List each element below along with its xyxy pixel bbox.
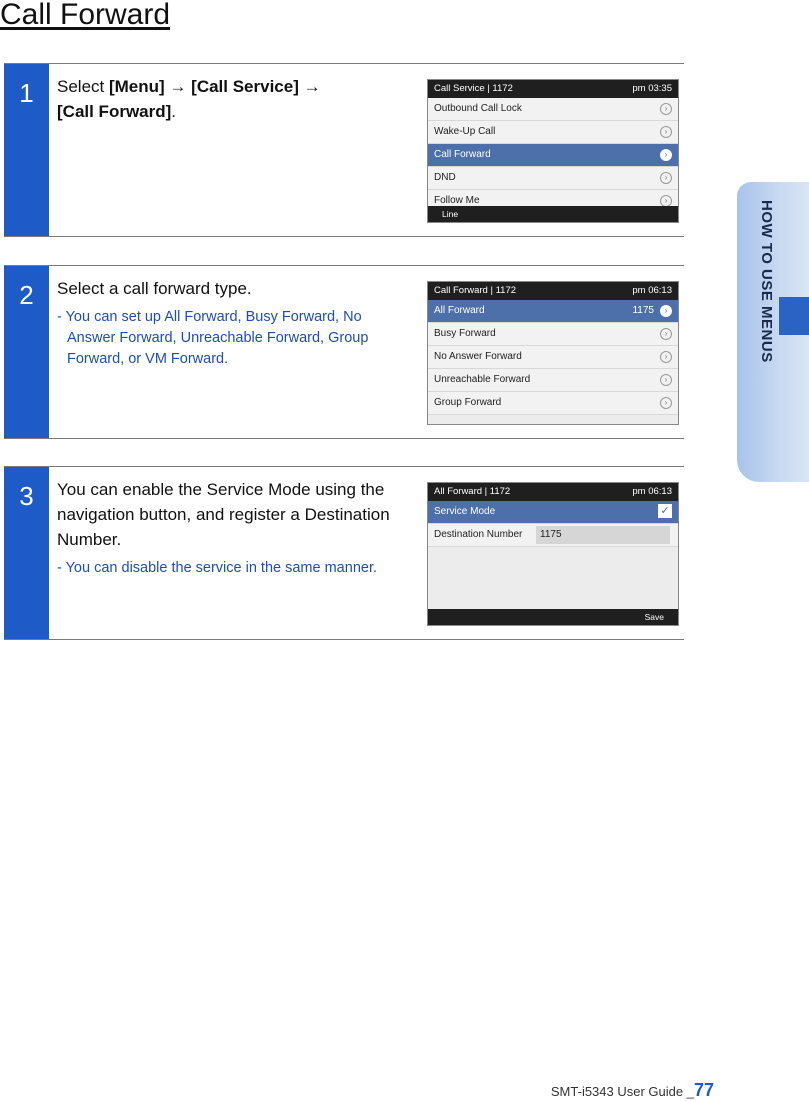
menu-item[interactable]: Wake-Up Call › <box>428 121 678 144</box>
step-number-column <box>4 266 49 438</box>
menu-item[interactable]: Outbound Call Lock › <box>428 98 678 121</box>
step-note: - You can disable the service in the same manner. <box>57 560 377 576</box>
destination-number-row[interactable]: Destination Number 1175 <box>428 524 678 547</box>
step-number: 2 <box>19 280 34 310</box>
chevron-right-icon: › <box>660 149 672 161</box>
checkbox-checked-icon[interactable]: ✓ <box>658 504 672 518</box>
screen-header: Call Forward | 1172 pm 06:13 <box>428 282 678 300</box>
step-number-column <box>4 64 49 236</box>
screen-footer <box>428 609 678 625</box>
side-tab-accent <box>779 297 809 335</box>
page-title: Call Forward <box>0 0 171 31</box>
call-service-screenshot <box>427 79 679 223</box>
screen-header: All Forward | 1172 pm 06:13 <box>428 483 678 501</box>
side-tab <box>737 182 809 482</box>
page-number: 77 <box>693 1080 714 1100</box>
side-tab-label: HOW TO USE MENUS <box>758 200 775 363</box>
menu-item[interactable]: Unreachable Forward › <box>428 369 678 392</box>
chevron-right-icon: › <box>660 397 672 409</box>
menu-item-selected[interactable]: Call Forward › <box>428 144 678 167</box>
step-2 <box>4 265 684 439</box>
step-text <box>57 276 407 370</box>
chevron-right-icon: › <box>660 328 672 340</box>
chevron-right-icon: › <box>660 305 672 317</box>
menu-item[interactable]: Busy Forward › <box>428 323 678 346</box>
step-note: - You can set up All Forward, Busy Forward, No Answer Forward, Unreachable Forward, Group Forward, or VM Forward. <box>57 309 369 367</box>
chevron-right-icon: › <box>660 172 672 184</box>
destination-number-field[interactable]: 1175 <box>536 526 670 544</box>
chevron-right-icon: › <box>660 103 672 115</box>
menu-item-selected[interactable]: All Forward 1175 › <box>428 300 678 323</box>
chevron-right-icon: › <box>660 374 672 386</box>
chevron-right-icon: › <box>660 351 672 363</box>
chevron-right-icon: › <box>660 195 672 207</box>
call-forward-screenshot <box>427 281 679 425</box>
chevron-right-icon: › <box>660 126 672 138</box>
step-1 <box>4 63 684 237</box>
step-instruction: Select [Menu] → [Call Service] → [Call Forward]. <box>57 77 321 121</box>
screen-header: Call Service | 1172 pm 03:35 <box>428 80 678 98</box>
screen-footer: Line <box>428 206 678 222</box>
service-mode-row[interactable]: Service Mode ✓ <box>428 501 678 524</box>
step-number-column <box>4 467 49 639</box>
menu-item[interactable]: No Answer Forward › <box>428 346 678 369</box>
guide-name: SMT-i5343 User Guide _ <box>550 1084 694 1099</box>
save-softkey[interactable]: Save <box>644 612 664 622</box>
step-text <box>57 74 407 124</box>
step-3 <box>4 466 684 640</box>
step-number: 3 <box>19 481 34 511</box>
step-instruction: Select a call forward type. <box>57 279 252 298</box>
step-number: 1 <box>19 78 34 108</box>
step-instruction: You can enable the Service Mode using the navigation button, and register a Destination Number. <box>57 480 390 549</box>
page-footer <box>551 1080 714 1101</box>
step-text <box>57 477 407 579</box>
menu-item[interactable]: Group Forward › <box>428 392 678 415</box>
menu-item[interactable]: DND › <box>428 167 678 190</box>
all-forward-screenshot <box>427 482 679 626</box>
menu-item[interactable]: Follow Me › <box>428 190 678 213</box>
